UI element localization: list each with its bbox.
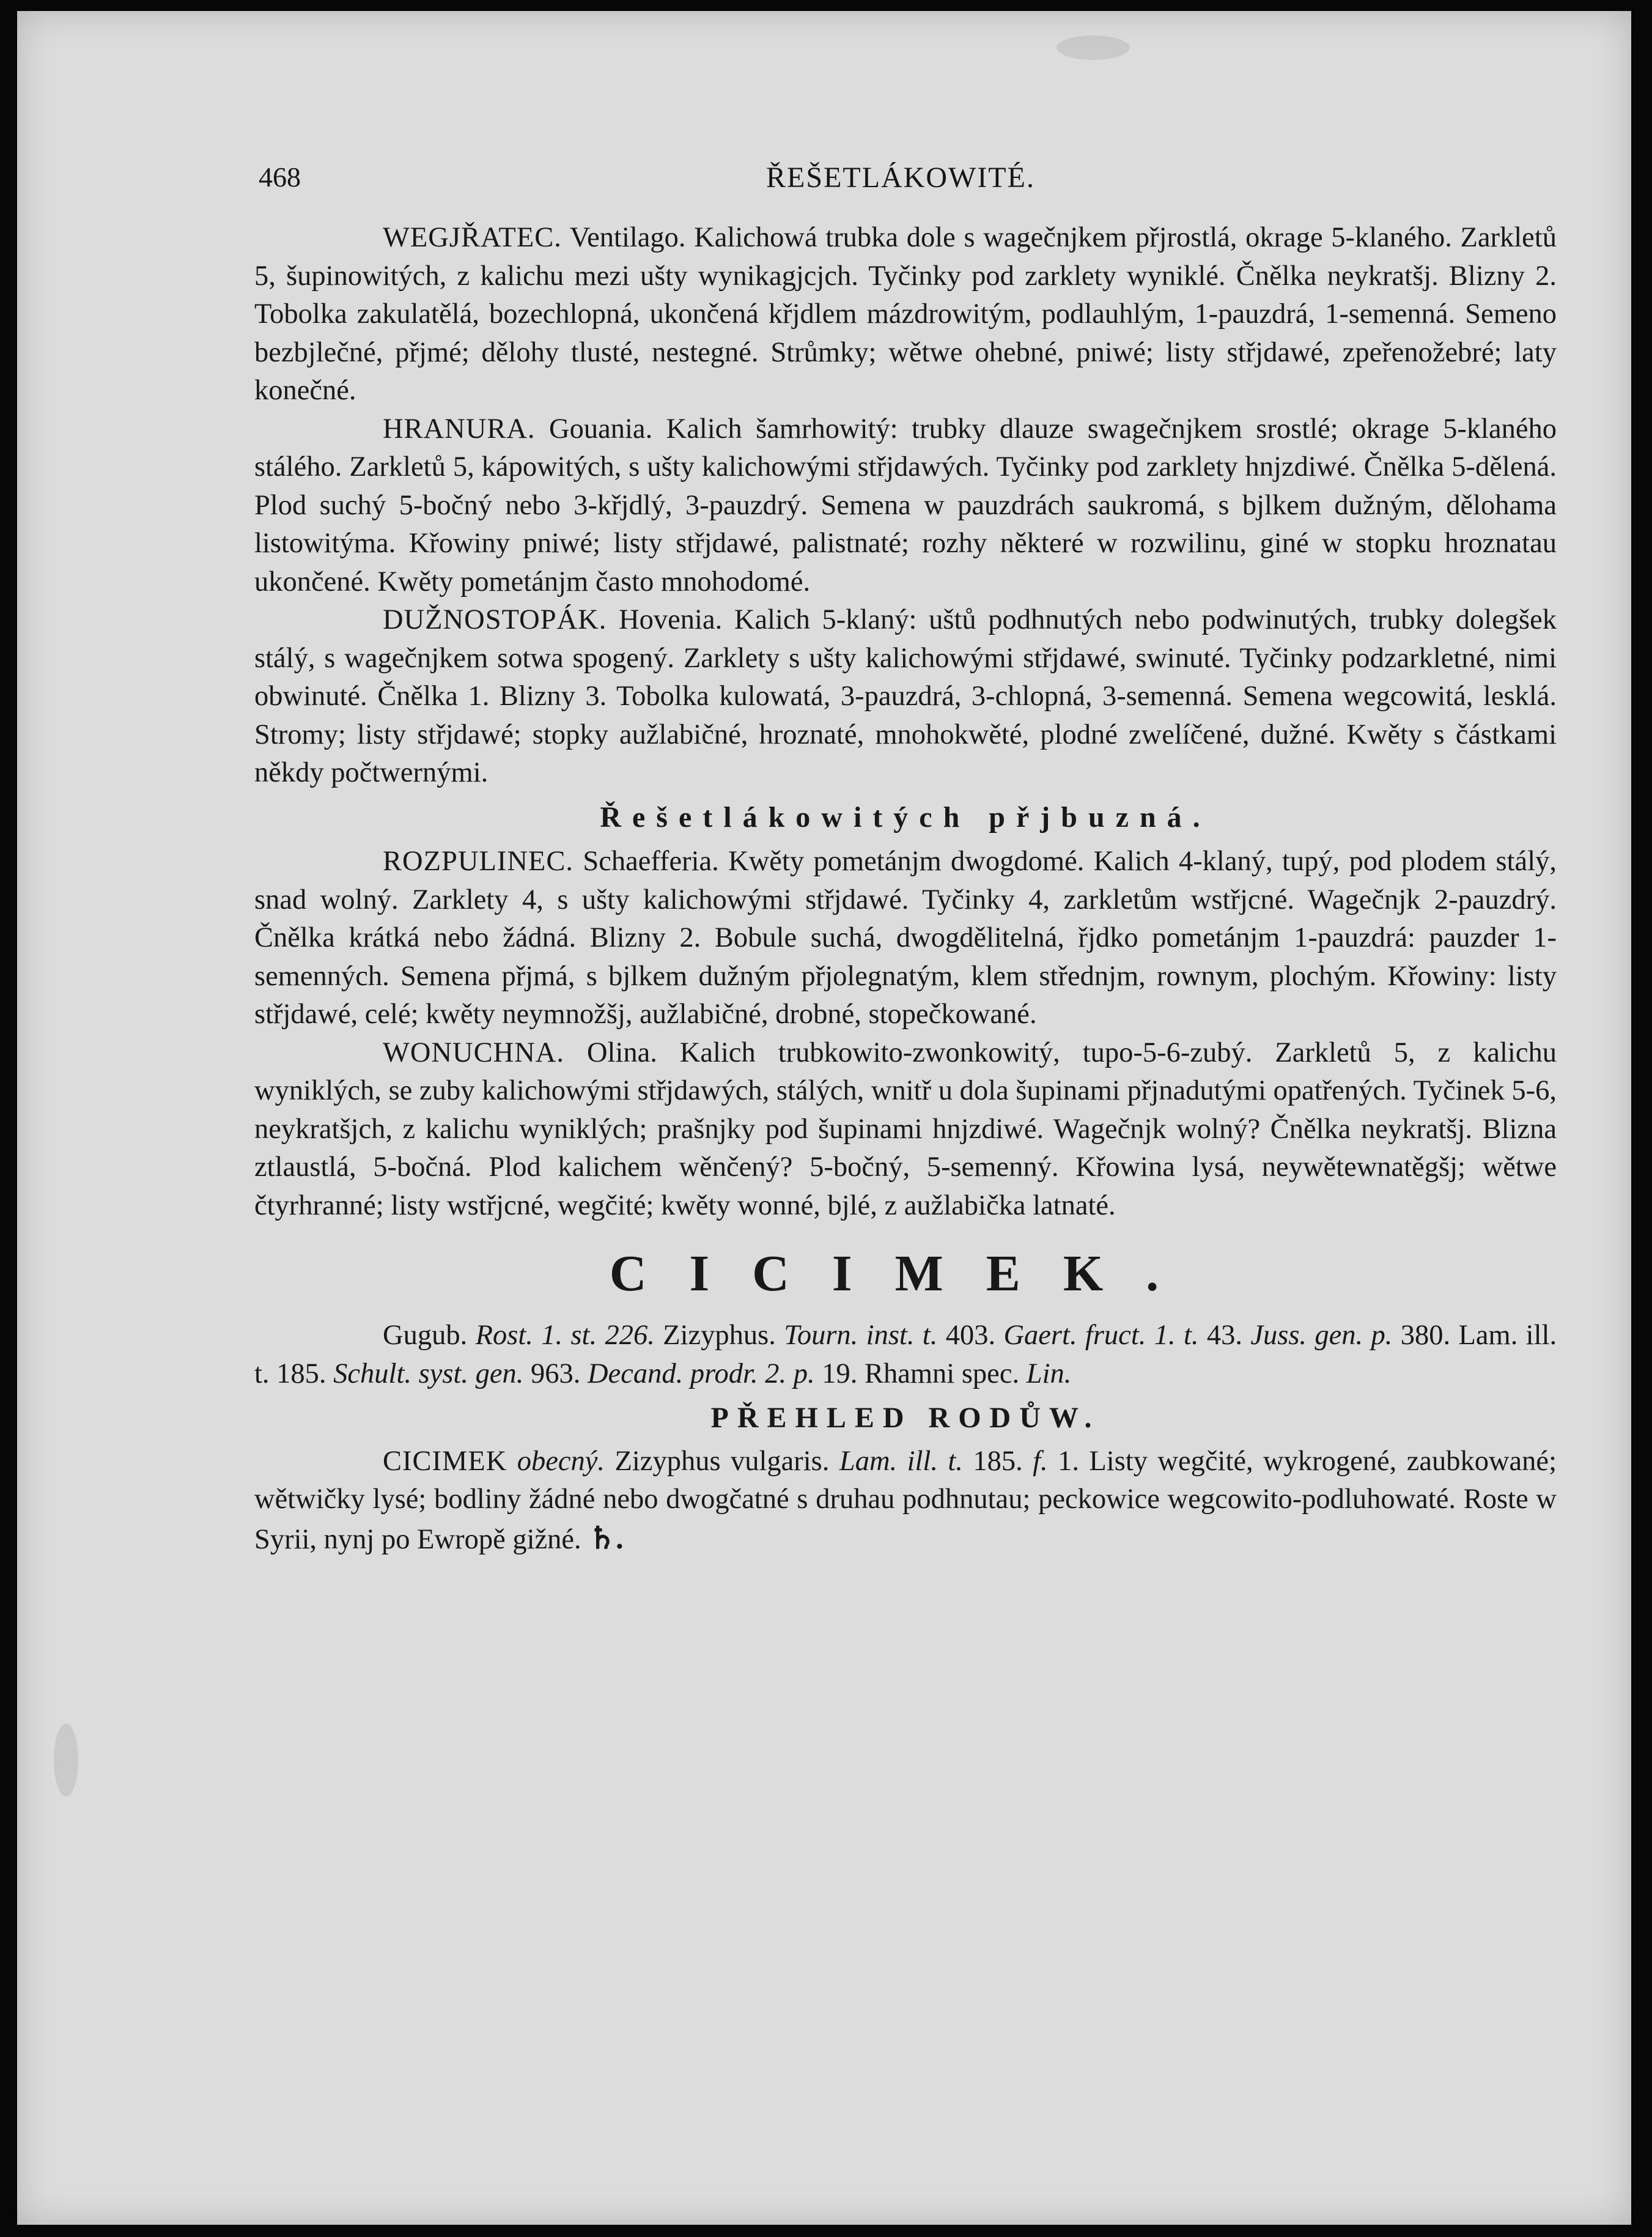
genus-name: ROZPULINEC. [383,846,573,877]
page-number: 468 [259,161,301,193]
ref-part: Rost. 1. st. 226. [475,1320,655,1351]
ref-part: Rhamni spec. [864,1358,1020,1389]
species-description: Listy wegčité, wykrogené, zaubkowané; wětwičky lysé; bodliny žádné nebo dwogčatné s druhau podhnutau; peckowice wegcowito-podluhowaté. Roste w Syrii, nynj po Ewropě gižné. [254,1445,1557,1555]
species-latin: Zizyphus vulgaris. [614,1445,830,1477]
genus-name: HRANURA. [383,413,536,445]
ref-part: Decand. prodr. 2. p. [588,1358,815,1389]
ref-part: 380. Lam. ill. t. 185. [254,1320,1557,1389]
species-ref-fig: 1. [1058,1445,1079,1477]
related-genera-heading: Řešetlákowitých přjbuzná. [600,801,1211,834]
species-entry [254,1443,1557,1559]
book-page [17,11,1631,2225]
species-epithet: obecný. [517,1445,605,1477]
ref-part: 19. [822,1358,858,1389]
genus-entry [254,601,1557,793]
genus-description: Olina. Kalich trubkowito-zwonkowitý, tupo-5-6-zubý. Zarkletů 5, z kalichu wyniklých, se zuby kalichowými střjdawých, stálých, wnitř u dola šupinami přjnadutými opatřených. Tyčinek 5-6, neykratšjch, z kalichu wyniklých; prašnjky pod šupinami hnjzdiwé. Wagečnjk wolný? Čnělka neykratšj. Blizna ztlaustlá, 5-bočná. Plod kalichem wěnčený? 5-bočný, 5-semenný. Křowina lysá, neywětewnatěgšj; wětwe čtyrhranné; listy wstřjcné, wegčité; kwěty wonné, bjlé, z aužlabička latnaté. [254,1037,1557,1221]
perennial-symbol: ♄. [588,1520,624,1555]
running-title: ŘEŠETLÁKOWITÉ. [766,161,1035,194]
ref-part: 403. [945,1320,996,1351]
ref-part: Lin. [1026,1358,1072,1389]
page-header [259,161,1543,210]
genus-name: DUŽNOSTOPÁK. [383,604,607,635]
overview-heading: PŘEHLED RODŮW. [710,1402,1101,1434]
genus-name: WEGJŘATEC. [383,222,562,253]
species-name: CICIMEK [383,1445,507,1477]
species-ref: Lam. ill. t. [839,1445,963,1477]
ref-part: Zizyphus. [663,1320,776,1351]
genus-entry [254,1034,1557,1226]
species-ref-f: f. [1033,1445,1048,1477]
genus-description: Hovenia. Kalich 5-klaný: uštů podhnutých nebo podwinutých, trubky dolegšek stálý, s wagečnjkem sotwa spogený. Zarklety s ušty kalichowými střjdawé, swinuté. Tyčinky podzarkletné, nimi obwinuté. Čnělka 1. Blizny 3. Tobolka kulowatá, 3-pauzdrá, 3-chlopná, 3-semenná. Semena wegcowitá, lesklá. Stromy; listy střjdawé; stopky aužlabičné, hroznaté, mnohokwěté, plodné zwelíčené, dužné. Kwěty s částkami někdy počtwernými. [254,604,1557,788]
species-ref-num: 185. [973,1445,1023,1477]
page-stain [54,1723,78,1797]
ref-part: Tourn. inst. t. [784,1320,938,1351]
genus-title: CICIMEK. [609,1245,1202,1302]
page-stain [1056,35,1130,60]
ref-part: Gugub. [383,1320,468,1351]
genus-entry [254,843,1557,1034]
genus-references [254,1317,1557,1393]
ref-part: Juss. gen. p. [1250,1320,1393,1351]
ref-part: 963. [531,1358,581,1389]
ref-part: 43. [1206,1320,1242,1351]
ref-part: Schult. syst. gen. [333,1358,524,1389]
ref-part: Gaert. fruct. 1. t. [1003,1320,1199,1351]
body-text [254,219,1557,1559]
genus-description: Schaefferia. Kwěty pometánjm dwogdomé. Kalich 4-klaný, tupý, pod plodem stálý, snad wolný. Zarklety 4, s ušty kalichowými střjdawé. Tyčinky 4, zarkletům wstřjcné. Wagečnjk 2-pauzdrý. Čnělka krátká nebo žádná. Blizny 2. Bobule suchá, dwogdělitelná, řjdko pometánjm 1-pauzdrá: pauzder 1-semenných. Semena přjmá, s bjlkem dužným přjolegnatým, klem střednjm, rownym, plochým. Křowiny: listy střjdawé, celé; kwěty neymnožšj, aužlabičné, drobné, stopečkowané. [254,846,1557,1030]
genus-name: WONUCHNA. [383,1037,565,1068]
genus-entry [254,410,1557,602]
genus-description: Ventilago. Kalichowá trubka dole s wagečnjkem přjrostlá, okrage 5-klaného. Zarkletů 5, šupinowitých, z kalichu mezi ušty wynikagjcjch. Tyčinky pod zarklety wyniklé. Čnělka neykratšj. Blizny 2. Tobolka zakulatělá, bozechlopná, ukončená křjdlem mázdrowitým, podlauhlým, 1-pauzdrá, 1-semenná. Semeno bezbjlečné, přjmé; dělohy tlusté, nestegné. Strůmky; wětwe ohebné, pniwé; listy střjdawé, zpeřenožebré; laty konečné. [254,222,1557,406]
genus-description: Gouania. Kalich šamrhowitý: trubky dlauze swagečnjkem srostlé; okrage 5-klaného stálého. Zarkletů 5, kápowitých, s ušty kalichowými střjdawých. Tyčinky pod zarklety hnjzdiwé. Čnělka 5-dělená. Plod suchý 5-bočný nebo 3-křjdlý, 3-pauzdrý. Semena w pauzdrách saukromá, s bjlkem dužným, dělohama listowitýma. Křowiny pniwé; listy střjdawé, palistnaté; rozhy některé w rozwilinu, giné w stopku hroznatau ukončené. Kwěty pometánjm často mnohodomé. [254,413,1557,597]
genus-entry [254,219,1557,410]
